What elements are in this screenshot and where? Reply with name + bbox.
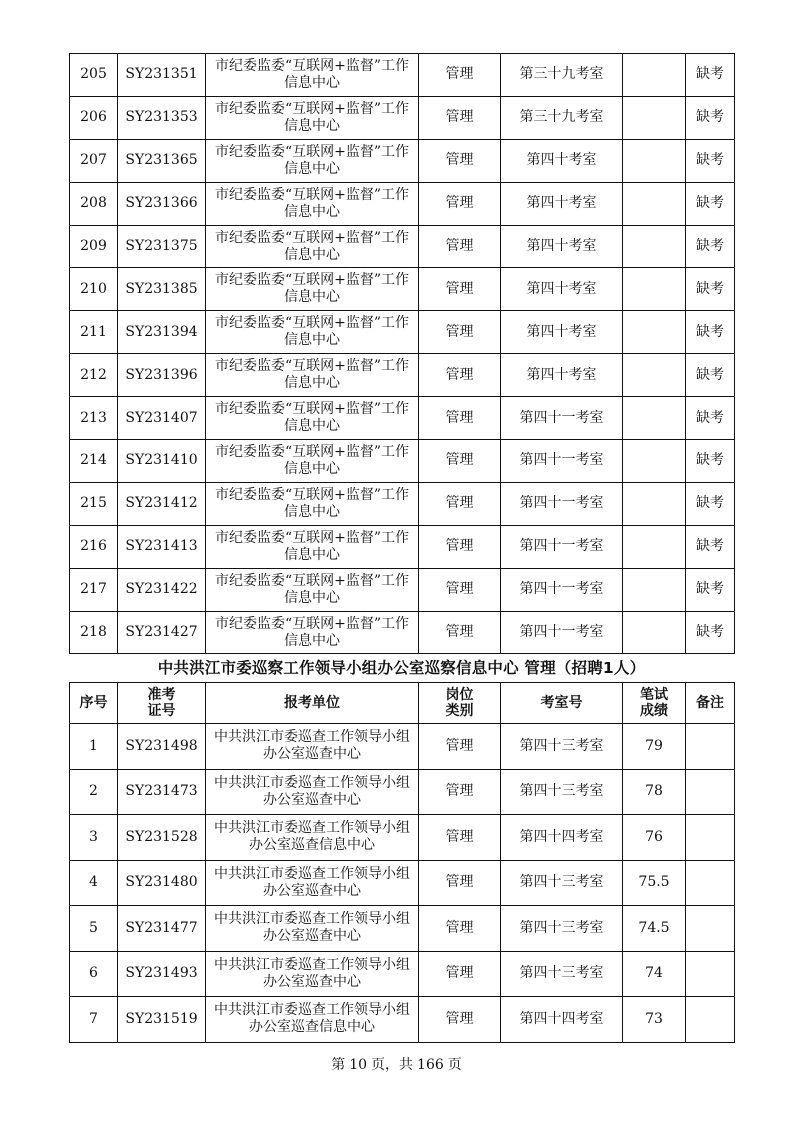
cell-type: 管理 — [419, 906, 501, 952]
cell-no: 4 — [70, 860, 118, 906]
table-row — [70, 397, 735, 440]
cell-room: 第四十四考室 — [501, 997, 623, 1043]
cell-unit: 中共洪江市委巡查工作领导小组办公室巡查信息中心 — [206, 997, 419, 1043]
cell-remark: 缺考 — [686, 568, 735, 611]
cell-no: 206 — [70, 96, 118, 139]
cell-unit: 市纪委监委“互联网+监督”工作信息中心 — [206, 225, 419, 268]
cell-remark: 缺考 — [686, 611, 735, 654]
table-row — [70, 815, 735, 861]
cell-id: SY231353 — [118, 96, 206, 139]
results-table-continued — [69, 53, 735, 654]
cell-remark — [686, 815, 735, 861]
cell-score: 79 — [623, 724, 686, 770]
results-table-inspection-center — [69, 682, 735, 1043]
cell-room: 第四十考室 — [501, 182, 623, 225]
cell-score — [623, 225, 686, 268]
cell-id: SY231528 — [118, 815, 206, 861]
cell-type: 管理 — [419, 354, 501, 397]
cell-remark: 缺考 — [686, 268, 735, 311]
cell-room: 第四十四考室 — [501, 815, 623, 861]
cell-no: 208 — [70, 182, 118, 225]
cell-id: SY231351 — [118, 54, 206, 97]
cell-no: 218 — [70, 611, 118, 654]
cell-room: 第四十一考室 — [501, 568, 623, 611]
cell-remark: 缺考 — [686, 525, 735, 568]
section-title: 中共洪江市委巡察工作领导小组办公室巡察信息中心 管理（招聘1人） — [157, 659, 646, 677]
table-row — [70, 268, 735, 311]
table-row — [70, 611, 735, 654]
cell-id: SY231394 — [118, 311, 206, 354]
cell-unit: 中共洪江市委巡查工作领导小组办公室巡查中心 — [206, 906, 419, 952]
cell-score: 78 — [623, 769, 686, 815]
table-row — [70, 54, 735, 97]
header-unit: 报考单位 — [206, 683, 419, 724]
cell-no: 6 — [70, 951, 118, 997]
header-remark: 备注 — [686, 683, 735, 724]
cell-score — [623, 54, 686, 97]
cell-unit: 市纪委监委“互联网+监督”工作信息中心 — [206, 268, 419, 311]
cell-score — [623, 354, 686, 397]
cell-no: 2 — [70, 769, 118, 815]
cell-type: 管理 — [419, 54, 501, 97]
cell-no: 216 — [70, 525, 118, 568]
cell-score — [623, 397, 686, 440]
cell-id: SY231422 — [118, 568, 206, 611]
table-row — [70, 311, 735, 354]
cell-unit: 市纪委监委“互联网+监督”工作信息中心 — [206, 96, 419, 139]
cell-room: 第四十考室 — [501, 139, 623, 182]
cell-remark: 缺考 — [686, 311, 735, 354]
cell-no: 207 — [70, 139, 118, 182]
cell-type: 管理 — [419, 139, 501, 182]
cell-score: 73 — [623, 997, 686, 1043]
cell-unit: 市纪委监委“互联网+监督”工作信息中心 — [206, 482, 419, 525]
cell-score — [623, 139, 686, 182]
cell-id: SY231365 — [118, 139, 206, 182]
cell-score — [623, 182, 686, 225]
cell-id: SY231396 — [118, 354, 206, 397]
cell-room: 第四十一考室 — [501, 482, 623, 525]
cell-no: 212 — [70, 354, 118, 397]
cell-type: 管理 — [419, 568, 501, 611]
cell-id: SY231412 — [118, 482, 206, 525]
cell-remark: 缺考 — [686, 182, 735, 225]
cell-type: 管理 — [419, 311, 501, 354]
cell-no: 5 — [70, 906, 118, 952]
table-row — [70, 724, 735, 770]
cell-room: 第三十九考室 — [501, 96, 623, 139]
table-row — [70, 568, 735, 611]
cell-no: 211 — [70, 311, 118, 354]
table-row — [70, 906, 735, 952]
header-room: 考室号 — [501, 683, 623, 724]
cell-remark — [686, 724, 735, 770]
cell-type: 管理 — [419, 96, 501, 139]
cell-score — [623, 525, 686, 568]
header-no: 序号 — [70, 683, 118, 724]
cell-unit: 市纪委监委“互联网+监督”工作信息中心 — [206, 54, 419, 97]
cell-unit: 市纪委监委“互联网+监督”工作信息中心 — [206, 311, 419, 354]
cell-score — [623, 482, 686, 525]
cell-remark: 缺考 — [686, 96, 735, 139]
cell-no: 205 — [70, 54, 118, 97]
cell-room: 第四十三考室 — [501, 906, 623, 952]
cell-remark: 缺考 — [686, 354, 735, 397]
cell-unit: 市纪委监委“互联网+监督”工作信息中心 — [206, 525, 419, 568]
cell-score: 74.5 — [623, 906, 686, 952]
table-row — [70, 139, 735, 182]
cell-type: 管理 — [419, 482, 501, 525]
cell-room: 第四十一考室 — [501, 397, 623, 440]
cell-unit: 中共洪江市委巡查工作领导小组办公室巡查中心 — [206, 951, 419, 997]
cell-unit: 市纪委监委“互联网+监督”工作信息中心 — [206, 568, 419, 611]
header-type: 岗位 类别 — [419, 683, 501, 724]
cell-no: 1 — [70, 724, 118, 770]
table-row — [70, 225, 735, 268]
cell-score — [623, 96, 686, 139]
table-row — [70, 997, 735, 1043]
cell-unit: 市纪委监委“互联网+监督”工作信息中心 — [206, 440, 419, 483]
cell-id: SY231477 — [118, 906, 206, 952]
cell-type: 管理 — [419, 525, 501, 568]
cell-unit: 中共洪江市委巡查工作领导小组办公室巡查中心 — [206, 860, 419, 906]
cell-room: 第四十三考室 — [501, 951, 623, 997]
table-row — [70, 96, 735, 139]
cell-remark: 缺考 — [686, 482, 735, 525]
table-row — [70, 440, 735, 483]
cell-remark: 缺考 — [686, 54, 735, 97]
cell-remark: 缺考 — [686, 139, 735, 182]
cell-id: SY231410 — [118, 440, 206, 483]
cell-room: 第四十考室 — [501, 268, 623, 311]
cell-remark — [686, 860, 735, 906]
header-score: 笔试 成绩 — [623, 683, 686, 724]
cell-id: SY231366 — [118, 182, 206, 225]
cell-type: 管理 — [419, 268, 501, 311]
cell-type: 管理 — [419, 724, 501, 770]
table-row — [70, 354, 735, 397]
cell-type: 管理 — [419, 182, 501, 225]
cell-room: 第四十三考室 — [501, 769, 623, 815]
cell-score — [623, 568, 686, 611]
table-row — [70, 482, 735, 525]
cell-id: SY231427 — [118, 611, 206, 654]
cell-no: 213 — [70, 397, 118, 440]
cell-room: 第四十考室 — [501, 225, 623, 268]
cell-id: SY231519 — [118, 997, 206, 1043]
cell-id: SY231375 — [118, 225, 206, 268]
cell-id: SY231498 — [118, 724, 206, 770]
cell-unit: 市纪委监委“互联网+监督”工作信息中心 — [206, 354, 419, 397]
cell-room: 第三十九考室 — [501, 54, 623, 97]
cell-unit: 市纪委监委“互联网+监督”工作信息中心 — [206, 397, 419, 440]
cell-id: SY231473 — [118, 769, 206, 815]
cell-type: 管理 — [419, 397, 501, 440]
table-row — [70, 182, 735, 225]
cell-type: 管理 — [419, 225, 501, 268]
cell-no: 210 — [70, 268, 118, 311]
cell-room: 第四十一考室 — [501, 611, 623, 654]
cell-type: 管理 — [419, 440, 501, 483]
cell-remark — [686, 906, 735, 952]
cell-score — [623, 268, 686, 311]
cell-type: 管理 — [419, 997, 501, 1043]
cell-no: 215 — [70, 482, 118, 525]
cell-unit: 中共洪江市委巡查工作领导小组办公室巡查信息中心 — [206, 815, 419, 861]
cell-id: SY231385 — [118, 268, 206, 311]
cell-score — [623, 440, 686, 483]
cell-score — [623, 611, 686, 654]
cell-type: 管理 — [419, 860, 501, 906]
cell-room: 第四十考室 — [501, 354, 623, 397]
cell-unit: 中共洪江市委巡查工作领导小组办公室巡查中心 — [206, 724, 419, 770]
cell-remark — [686, 997, 735, 1043]
cell-id: SY231480 — [118, 860, 206, 906]
cell-score: 74 — [623, 951, 686, 997]
cell-id: SY231413 — [118, 525, 206, 568]
header-id: 准考 证号 — [118, 683, 206, 724]
table-header-row — [70, 683, 735, 724]
cell-no: 217 — [70, 568, 118, 611]
cell-no: 214 — [70, 440, 118, 483]
cell-id: SY231407 — [118, 397, 206, 440]
table-row — [70, 860, 735, 906]
cell-score: 75.5 — [623, 860, 686, 906]
cell-room: 第四十一考室 — [501, 440, 623, 483]
cell-remark: 缺考 — [686, 225, 735, 268]
cell-room: 第四十一考室 — [501, 525, 623, 568]
cell-type: 管理 — [419, 951, 501, 997]
cell-room: 第四十三考室 — [501, 860, 623, 906]
cell-type: 管理 — [419, 611, 501, 654]
cell-room: 第四十三考室 — [501, 724, 623, 770]
cell-type: 管理 — [419, 769, 501, 815]
cell-no: 209 — [70, 225, 118, 268]
table-row — [70, 525, 735, 568]
cell-remark: 缺考 — [686, 440, 735, 483]
cell-no: 3 — [70, 815, 118, 861]
cell-remark — [686, 951, 735, 997]
table-row — [70, 951, 735, 997]
cell-room: 第四十考室 — [501, 311, 623, 354]
cell-unit: 市纪委监委“互联网+监督”工作信息中心 — [206, 611, 419, 654]
cell-score: 76 — [623, 815, 686, 861]
cell-remark: 缺考 — [686, 397, 735, 440]
page-footer: 第 10 页，共 166 页 — [331, 1057, 462, 1073]
cell-unit: 市纪委监委“互联网+监督”工作信息中心 — [206, 139, 419, 182]
table-row — [70, 769, 735, 815]
cell-score — [623, 311, 686, 354]
cell-remark — [686, 769, 735, 815]
cell-type: 管理 — [419, 815, 501, 861]
cell-id: SY231493 — [118, 951, 206, 997]
cell-unit: 市纪委监委“互联网+监督”工作信息中心 — [206, 182, 419, 225]
cell-unit: 中共洪江市委巡查工作领导小组办公室巡查中心 — [206, 769, 419, 815]
cell-no: 7 — [70, 997, 118, 1043]
